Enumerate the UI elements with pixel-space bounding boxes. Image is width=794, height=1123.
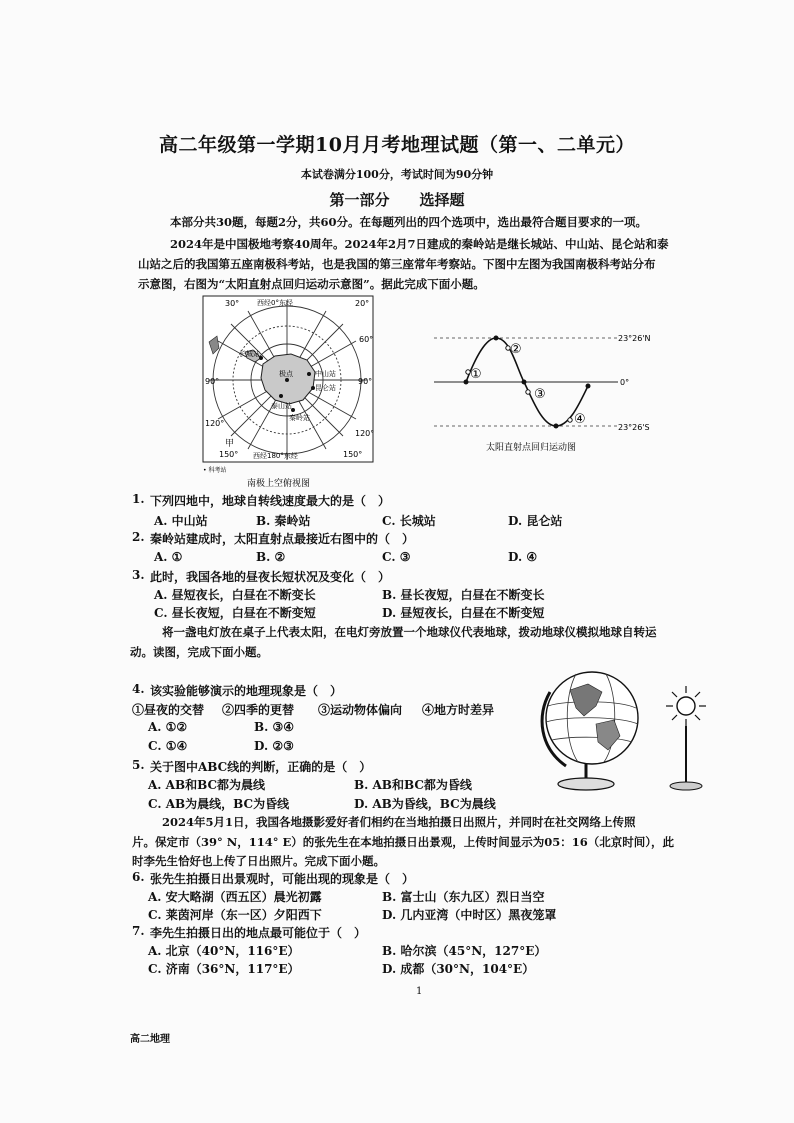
q6-option-a[interactable]: A. 安大略湖（西五区）晨光初露 [148,890,322,904]
q3-option-d[interactable]: D. 昼短夜长，白昼在不断变短 [382,606,545,620]
q1-option-b[interactable]: B. 秦岭站 [256,514,311,528]
q7-option-d[interactable]: D. 成都（30°N，104°E） [382,962,535,976]
passage-3-line-1: 2024年5月1日，我国各地摄影爱好者们相约在当地拍摄日出照片，并同时在社交网络上传照 [162,815,636,829]
section-heading: 第一部分 选择题 [329,191,465,209]
q3-option-a[interactable]: A. 昼短夜长，白昼在不断变长 [154,588,316,602]
lon-label-w120: 120° [205,419,225,428]
q4-phenomenon-4: ④地方时差异 [422,703,495,717]
passage-1-line-2: 山站之后的我国第五座南极科考站，也是我国的第三座常年考察站。下图中左图为我国南极科考站分布 [138,257,656,271]
marker-4: ④ [574,412,586,427]
question-1-stem: 下列四地中，地球自转线速度最大的是（ ） [150,494,391,508]
q4-option-b[interactable]: B. ③④ [254,720,295,734]
page-number: 1 [416,986,423,997]
map-bottom-label: 西经180°东经 [253,452,298,460]
lon-label-e150: 150° [343,450,363,459]
lat-label-equator: 0° [620,378,630,387]
question-4-stem: 该实验能够演示的地理现象是（ ） [150,684,343,698]
lon-label-e90: 90° [358,377,373,386]
q5-option-b[interactable]: B. AB和BC都为昏线 [354,778,472,792]
question-4-number: 4. [132,682,145,696]
q7-option-c[interactable]: C. 济南（36°N，117°E） [148,962,300,976]
q5-option-a[interactable]: A. AB和BC都为晨线 [148,778,266,792]
q2-option-a[interactable]: A. ① [154,550,183,564]
q1-option-d[interactable]: D. 昆仑站 [508,514,563,528]
question-7-stem: 李先生拍摄日出的地点最可能位于（ ） [150,926,367,940]
footer-subject: 高二地理 [130,1034,170,1045]
marker-2: ② [510,342,522,357]
q4-phenomenon-3: ③运动物体偏向 [318,703,403,717]
lon-label-ne: 20° [355,299,370,308]
marker-1: ① [470,367,482,382]
question-2-stem: 秦岭站建成时，太阳直射点最接近右图中的（ ） [150,532,415,546]
q5-option-d[interactable]: D. AB为昏线，BC为晨线 [354,797,496,811]
q1-option-a[interactable]: A. 中山站 [154,514,208,528]
exam-subtitle: 本试卷满分100分，考试时间为90分钟 [300,168,494,181]
passage-1-line-1: 2024年是中国极地考察40周年。2024年2月7日建成的秦岭站是继长城站、中山站、昆仑站和泰 [170,237,669,251]
lon-label-e60: 60° [359,335,374,344]
lon-label-w90: 90° [205,377,220,386]
intro-text: 本部分共30题，每题2分，共60分。在每题列出的四个选项中，选出最符合题目要求的一项。 [170,215,648,229]
passage-1-line-3: 示意图，右图为“太阳直射点回归运动示意图”。据此完成下面小题。 [138,277,485,291]
q4-phenomenon-1: ①昼夜的交替 [132,703,205,717]
station-kunlun: 昆仑站 [315,384,336,392]
station-taishan: 泰山站 [271,402,292,410]
q2-option-c[interactable]: C. ③ [382,550,411,564]
exam-title: 高二年级第一学期10月月考地理试题（第一、二单元） [159,134,635,156]
q4-option-a[interactable]: A. ①② [148,720,188,734]
globe-lamp-illustration [526,656,722,794]
station-qinling: 秦岭站 [289,414,310,422]
q2-option-b[interactable]: B. ② [256,550,286,564]
map-top-label: 西经0°东经 [257,299,293,307]
antarctic-map [195,292,381,492]
sun-direct-point-chart [430,326,685,456]
question-2-number: 2. [132,530,145,544]
lon-label-w150: 150° [219,450,239,459]
station-zhongshan: 中山站 [315,370,336,378]
point-jia: 甲 [225,439,235,449]
question-1-number: 1. [132,492,145,506]
lon-label-nw: 30° [225,299,240,308]
question-6-number: 6. [132,870,145,884]
q1-option-c[interactable]: C. 长城站 [382,514,436,528]
map-caption: 南极上空俯视图 [247,479,311,489]
south-pole-label: 极点 [279,370,293,378]
q5-option-c[interactable]: C. AB为晨线，BC为昏线 [148,797,290,811]
q6-option-c[interactable]: C. 莱茵河岸（东一区）夕阳西下 [148,908,322,922]
question-6-stem: 张先生拍摄日出景观时，可能出现的现象是（ ） [150,872,415,886]
lon-label-e120: 120° [355,429,375,438]
q2-option-d[interactable]: D. ④ [508,550,538,564]
question-7-number: 7. [132,924,145,938]
q3-option-b[interactable]: B. 昼长夜短，白昼在不断变长 [382,588,545,602]
q6-option-d[interactable]: D. 几内亚湾（中时区）黑夜笼罩 [382,908,557,922]
q4-phenomenon-2: ②四季的更替 [222,703,295,717]
lat-label-south: 23°26'S [618,423,650,432]
q4-option-c[interactable]: C. ①④ [148,739,188,753]
station-changcheng: 长城站 [239,350,260,358]
q6-option-b[interactable]: B. 富士山（东九区）烈日当空 [382,890,545,904]
question-5-number: 5. [132,758,145,772]
marker-3: ③ [534,387,546,402]
q4-option-d[interactable]: D. ②③ [254,739,294,753]
passage-3-line-3: 时李先生恰好也上传了日出照片。完成下面小题。 [132,854,385,868]
q7-option-a[interactable]: A. 北京（40°N，116°E） [148,944,300,958]
question-3-number: 3. [132,568,145,582]
passage-2-line-2: 动。读图，完成下面小题。 [130,645,268,659]
q3-option-c[interactable]: C. 昼长夜短，白昼在不断变短 [154,606,316,620]
question-3-stem: 此时，我国各地的昼夜长短状况及变化（ ） [150,570,391,584]
q7-option-b[interactable]: B. 哈尔滨（45°N，127°E） [382,944,547,958]
passage-3-line-2: 片。保定市（39° N，114° E）的张先生在本地拍摄日出景观，上传时间显示为05：16（北京时间），此 [132,835,675,849]
question-5-stem: 关于图中ABC线的判断，正确的是（ ） [150,760,372,774]
sun-chart-caption: 太阳直射点回归运动图 [486,443,577,453]
passage-2-line-1: 将一盏电灯放在桌子上代表太阳，在电灯旁放置一个地球仪代表地球，拨动地球仪模拟地球自转运 [162,625,657,639]
map-legend: • 科考站 [203,467,227,474]
lat-label-north: 23°26'N [618,334,651,343]
